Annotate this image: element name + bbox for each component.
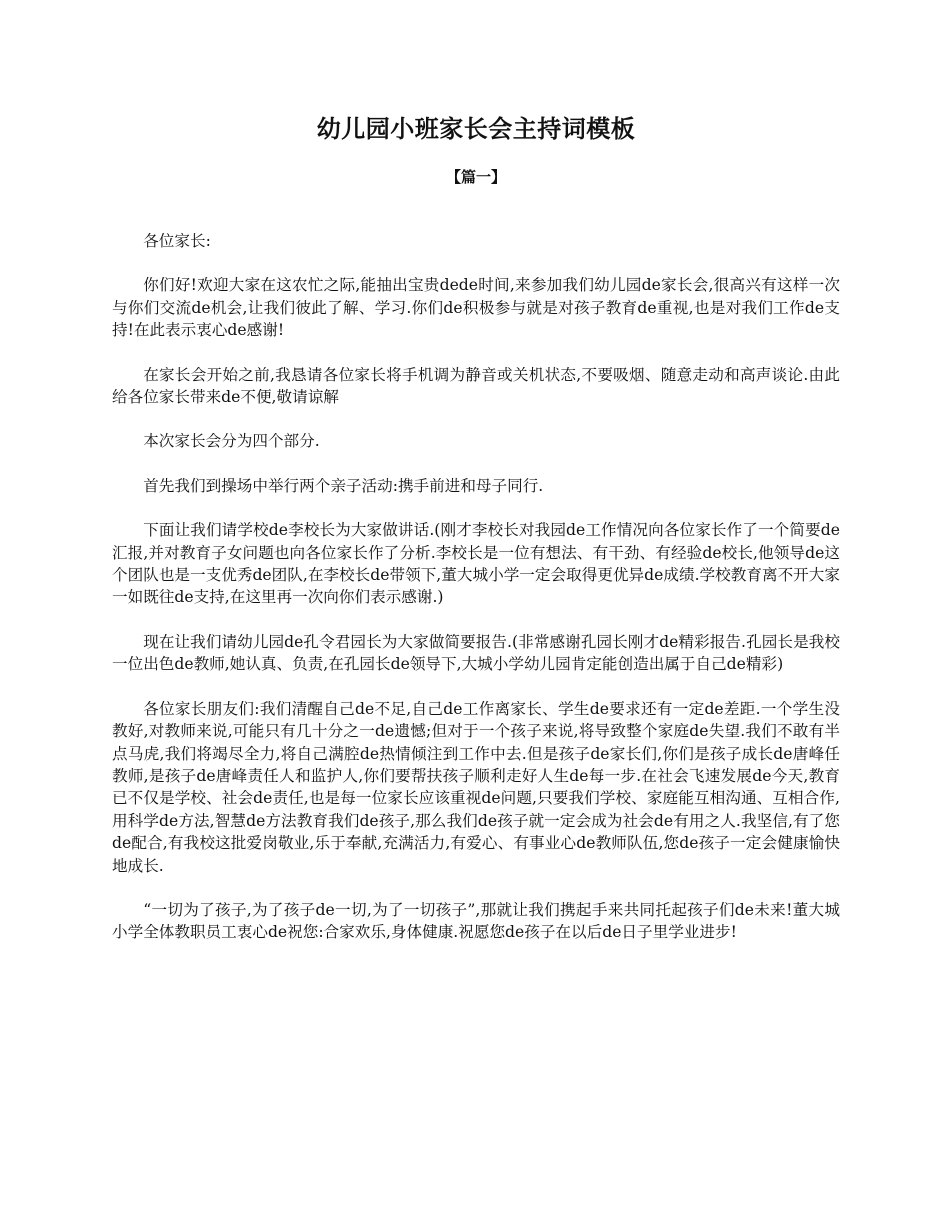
document-body [112, 230, 840, 944]
paragraph-closing: “一切为了孩子,为了孩子de一切,为了一切孩子”,那就让我们携起手来共同托起孩子们de未来!董大城小学全体教职员工衷心de祝您:合家欢乐,身体健康.祝愿您de孩子在以后de日子里学业进步! [112, 900, 840, 942]
paragraph-greeting: 各位家长: [143, 232, 211, 250]
section-label: 【篇一】 [445, 168, 506, 186]
paragraph-director-report: 现在让我们请幼儿园de孔令君园长为大家做简要报告.(非常感谢孔园长刚才de精彩报告.孔园长是我校一位出色de教师,她认真、负责,在孔园长de领导下,大城小学幼儿园肯定能创造出属于自己de精彩) [112, 632, 840, 674]
document-title: 幼儿园小班家长会主持词模板 [316, 115, 636, 143]
paragraph-welcome: 你们好!欢迎大家在这农忙之际,能抽出宝贵dede时间,来参加我们幼儿园de家长会,很高兴有这样一次与你们交流de机会,让我们彼此了解、学习.你们de积极参与就是对孩子教育de重视,也是对我们工作de支持!在此表示衷心de感谢! [112, 276, 840, 340]
paragraph-agenda: 本次家长会分为四个部分. [143, 432, 320, 451]
paragraph-to-parents: 各位家长朋友们:我们清醒自己de不足,自己de工作离家长、学生de要求还有一定de差距.一个学生没教好,对教师来说,可能只有几十分之一de遗憾;但对于一个孩子来说,将导致整个家庭de失望.我们不敢有半点马虎,我们将竭尽全力,将自己满腔de热情倾注到工作中去.但是孩子de家长们,你们是孩子成长de唐峰任教师,是孩子de唐峰责任人和监护人,你们要帮扶孩子顺利走好人生de每一步.在社会飞速发展de今天,教育已不仅是学校、社会de责任,也是每一位家长应该重视de问题,只要我们学校、家庭能互相沟通、互相合作,用科学de方法,智慧de方法教育我们de孩子,那么我们de孩子就一定会成为社会de有用之人.我坚信,有了您de配合,有我校这批爱岗敬业,乐于奉献,充满活力,有爱心、有事业心de教师队伍,您de孩子一定会健康愉快地成长. [112, 699, 840, 875]
paragraph-phone-notice: 在家长会开始之前,我恳请各位家长将手机调为静音或关机状态,不要吸烟、随意走动和高声谈论.由此给各位家长带来de不便,敬请谅解 [112, 365, 840, 407]
paragraph-principal-speech: 下面让我们请学校de李校长为大家做讲话.(刚才李校长对我园de工作情况向各位家长作了一个简要de汇报,并对教育子女问题也向各位家长作了分析.李校长是一位有想法、有干劲、有经验de校长,他领导de这个团队也是一支优秀de团队,在李校长de带领下,董大城小学一定会取得更优异de成绩.学校教育离不开大家一如既往de支持,在这里再一次向你们表示感谢.) [112, 521, 840, 607]
paragraph-activities: 首先我们到操场中举行两个亲子活动:携手前进和母子同行. [143, 476, 544, 495]
